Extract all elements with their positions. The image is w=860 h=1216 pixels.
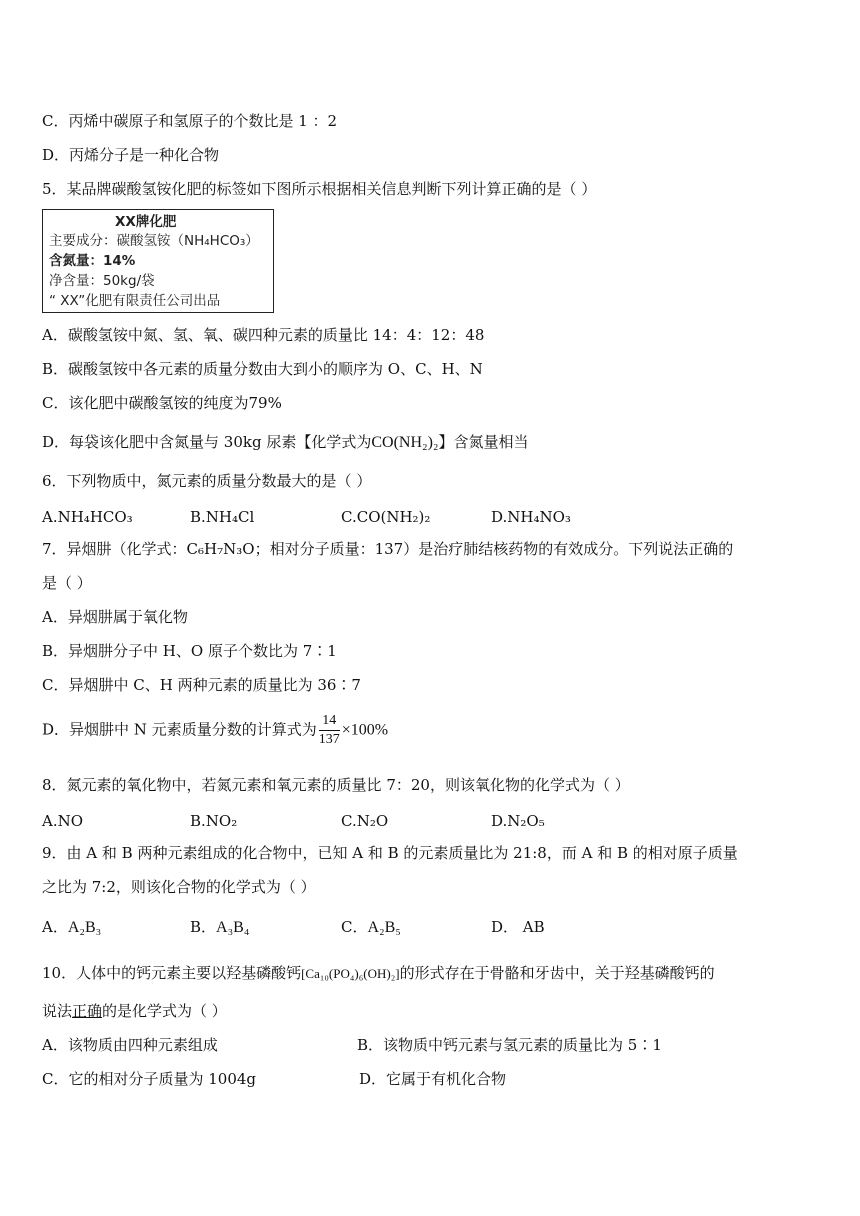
q9-stem-line2: 之比为 7:2，则该化合物的化学式为（ ）: [42, 878, 316, 896]
label-ingredient: 主要成分：碳酸氢铵（NH₄HCO₃）: [49, 233, 259, 249]
q7-option-d: [42, 712, 388, 749]
q10-option-a: A．该物质由四种元素组成: [42, 1036, 218, 1054]
q10-stem-line2: [42, 1000, 227, 1022]
q8-stem: 8．氮元素的氧化物中，若氮元素和氧元素的质量比 7：20，则该氧化物的化学式为（ ）: [42, 776, 630, 794]
q9-option-b-formula: A₃B₄: [216, 919, 250, 936]
label-nitrogen: 含氮量：14%: [49, 253, 136, 269]
q8-option-b: B.NO₂: [190, 812, 238, 830]
q10-stem2-post: 的是化学式为（ ）: [102, 1002, 227, 1020]
q8-option-c: C.N₂O: [341, 812, 389, 830]
q9-option-d: D． AB: [491, 918, 545, 936]
q5-option-a: A．碳酸氢铵中氮、氢、氧、碳四种元素的质量比 14：4：12：48: [42, 326, 485, 344]
q10-stem-post: 的形式存在于骨骼和牙齿中，关于羟基磷酸钙的: [399, 964, 715, 982]
q9-option-a-formula: A₂B₃: [67, 919, 102, 936]
q4-option-d: D．丙烯分子是一种化合物: [42, 146, 220, 164]
q9-stem-line1: 9．由 A 和 B 两种元素组成的化合物中，已知 A 和 B 的元素质量比为 21:8，而 A 和 B 的相对原子质量: [42, 844, 738, 862]
label-net: 净含量：50kg/袋: [49, 273, 155, 289]
q6-option-b: B.NH₄Cl: [190, 508, 255, 526]
q10-underlined-word: 正确: [72, 1002, 103, 1020]
fraction-denominator: 137: [318, 732, 340, 747]
q7-option-d-post: ×100%: [341, 721, 389, 739]
q10-option-b: B．该物质中钙元素与氢元素的质量比为 5∶1: [357, 1036, 662, 1054]
q9-option-c-formula: A₂B₅: [367, 919, 401, 936]
hydroxyapatite-formula: [Ca₁₀(PO₄)₆(OH)₂]: [301, 966, 400, 981]
q10-option-c: C．它的相对分子质量为 1004g: [42, 1070, 257, 1088]
q9-option-b: [190, 916, 249, 939]
q9-option-b-label: B．: [190, 918, 217, 936]
q7-option-b: B．异烟肼分子中 H、O 原子个数比为 7∶1: [42, 642, 337, 660]
nitrogen-fraction: [319, 712, 340, 749]
urea-formula: CO(NH₂)₂: [371, 434, 439, 451]
q10-stem-line1: [42, 962, 715, 985]
q7-stem-line2: 是（ ）: [42, 574, 92, 592]
q8-option-d: D.N₂O₅: [491, 812, 545, 830]
q6-option-c: C.CO(NH₂)₂: [341, 508, 431, 526]
q9-option-a: [42, 916, 101, 939]
q9-option-c-label: C．: [341, 918, 368, 936]
q7-option-d-pre: D．异烟肼中 N 元素质量分数的计算式为: [42, 720, 317, 739]
q4-option-c: C．丙烯中碳原子和氢原子的个数比是 1 ：2: [42, 112, 338, 130]
q5-stem: 5．某品牌碳酸氢铵化肥的标签如下图所示根据相关信息判断下列计算正确的是（ ）: [42, 180, 597, 198]
q7-stem-line1: 7．异烟肼（化学式：C₆H₇N₃O；相对分子质量：137）是治疗肺结核药物的有效成分。下列说法正确的: [42, 540, 734, 558]
q8-option-a: A.NO: [42, 812, 84, 830]
q5-option-c: C．该化肥中碳酸氢铵的纯度为79%: [42, 394, 282, 412]
q9-option-c: [341, 916, 401, 939]
q10-stem-pre: 10．人体中的钙元素主要以羟基磷酸钙: [42, 964, 302, 982]
fertilizer-label: [42, 209, 274, 313]
q5-option-d-post: 】含氮量相当: [438, 433, 529, 451]
label-title: XX牌化肥: [115, 214, 177, 230]
q6-option-a: A.NH₄HCO₃: [42, 508, 133, 526]
q5-option-b: B．碳酸氢铵中各元素的质量分数由大到小的顺序为 O、C、H、N: [42, 360, 483, 378]
q7-option-c: C．异烟肼中 C、H 两种元素的质量比为 36∶7: [42, 676, 361, 694]
q5-option-d: [42, 431, 529, 454]
q9-option-a-label: A．: [42, 918, 68, 936]
q10-option-d: D．它属于有机化合物: [359, 1070, 507, 1088]
q6-option-d: D.NH₄NO₃: [491, 508, 571, 526]
q10-stem2-pre: 说法: [42, 1002, 73, 1020]
q5-option-d-pre: D．每袋该化肥中含氮量与 30kg 尿素【化学式为: [42, 433, 372, 451]
q7-option-a: A．异烟肼属于氧化物: [42, 608, 188, 626]
q6-stem: 6．下列物质中，氮元素的质量分数最大的是（ ）: [42, 472, 372, 490]
fraction-numerator: 14: [319, 712, 340, 731]
label-maker: “ XX”化肥有限责任公司出品: [49, 293, 221, 309]
